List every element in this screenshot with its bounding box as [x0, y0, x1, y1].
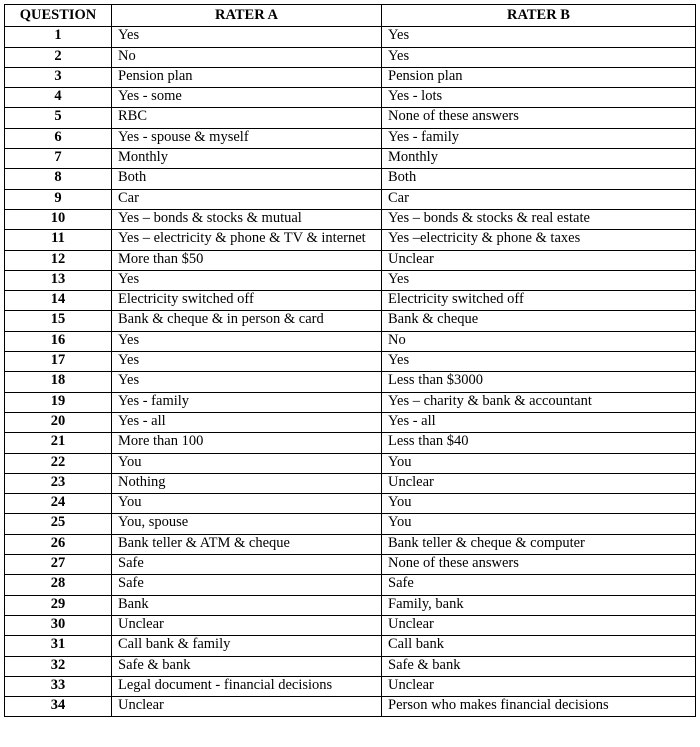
table-row — [5, 331, 696, 351]
rater-b-answer: Family, bank — [382, 595, 696, 615]
table-row — [5, 615, 696, 635]
question-number: 9 — [5, 189, 112, 209]
table-row — [5, 169, 696, 189]
table-row — [5, 291, 696, 311]
table-header — [5, 5, 696, 27]
question-number: 2 — [5, 47, 112, 67]
rater-a-answer: Safe & bank — [112, 656, 382, 676]
table-row — [5, 412, 696, 432]
rater-b-answer: Car — [382, 189, 696, 209]
table-row — [5, 209, 696, 229]
rater-a-answer: Call bank & family — [112, 636, 382, 656]
header-rater-a: RATER A — [112, 5, 382, 27]
table-row — [5, 250, 696, 270]
rater-b-answer: Unclear — [382, 250, 696, 270]
rater-a-answer: Yes – electricity & phone & TV & internet — [112, 230, 382, 250]
rater-a-answer: Bank & cheque & in person & card — [112, 311, 382, 331]
rater-b-answer: Yes –electricity & phone & taxes — [382, 230, 696, 250]
rater-a-answer: Safe — [112, 575, 382, 595]
table-row — [5, 128, 696, 148]
table-row — [5, 676, 696, 696]
table-row — [5, 47, 696, 67]
rater-b-answer: Yes - lots — [382, 88, 696, 108]
table-row — [5, 149, 696, 169]
question-number: 5 — [5, 108, 112, 128]
question-number: 17 — [5, 352, 112, 372]
rater-b-answer: Yes - family — [382, 128, 696, 148]
question-number: 25 — [5, 514, 112, 534]
rater-b-answer: Both — [382, 169, 696, 189]
rater-a-answer: Yes — [112, 372, 382, 392]
table-row — [5, 230, 696, 250]
rater-a-answer: Yes – bonds & stocks & mutual — [112, 209, 382, 229]
question-number: 19 — [5, 392, 112, 412]
question-number: 28 — [5, 575, 112, 595]
rater-b-answer: Unclear — [382, 473, 696, 493]
question-number: 7 — [5, 149, 112, 169]
rater-b-answer: Electricity switched off — [382, 291, 696, 311]
rater-b-answer: Yes — [382, 27, 696, 47]
rater-a-answer: Electricity switched off — [112, 291, 382, 311]
rater-a-answer: Yes — [112, 27, 382, 47]
rater-b-answer: Less than $3000 — [382, 372, 696, 392]
rater-a-answer: Yes — [112, 331, 382, 351]
rater-b-answer: Yes – bonds & stocks & real estate — [382, 209, 696, 229]
question-number: 31 — [5, 636, 112, 656]
table-row — [5, 555, 696, 575]
rater-a-answer: You, spouse — [112, 514, 382, 534]
rater-b-answer: None of these answers — [382, 555, 696, 575]
question-number: 12 — [5, 250, 112, 270]
rater-a-answer: Bank — [112, 595, 382, 615]
rater-b-answer: You — [382, 514, 696, 534]
rater-a-answer: Unclear — [112, 697, 382, 717]
rater-b-answer: Monthly — [382, 149, 696, 169]
rater-a-answer: Legal document - financial decisions — [112, 676, 382, 696]
question-number: 11 — [5, 230, 112, 250]
rater-a-answer: More than $50 — [112, 250, 382, 270]
rater-a-answer: You — [112, 453, 382, 473]
table-row — [5, 189, 696, 209]
question-number: 10 — [5, 209, 112, 229]
table-row — [5, 514, 696, 534]
rater-a-answer: Yes — [112, 352, 382, 372]
table-row — [5, 270, 696, 290]
header-rater-b: RATER B — [382, 5, 696, 27]
table-row — [5, 595, 696, 615]
rater-b-answer: Call bank — [382, 636, 696, 656]
rater-a-answer: Safe — [112, 555, 382, 575]
rater-a-answer: Yes - all — [112, 412, 382, 432]
table-row — [5, 433, 696, 453]
question-number: 14 — [5, 291, 112, 311]
question-number: 8 — [5, 169, 112, 189]
question-number: 27 — [5, 555, 112, 575]
rater-b-answer: Safe & bank — [382, 656, 696, 676]
rater-b-answer: Yes - all — [382, 412, 696, 432]
question-number: 32 — [5, 656, 112, 676]
rater-a-answer: You — [112, 494, 382, 514]
question-number: 34 — [5, 697, 112, 717]
question-number: 26 — [5, 534, 112, 554]
rater-b-answer: Bank & cheque — [382, 311, 696, 331]
rater-a-answer: Unclear — [112, 615, 382, 635]
table-row — [5, 453, 696, 473]
header-question: QUESTION — [5, 5, 112, 27]
rater-b-answer: Safe — [382, 575, 696, 595]
rater-b-answer: You — [382, 453, 696, 473]
rater-a-answer: Both — [112, 169, 382, 189]
rater-b-answer: Yes – charity & bank & accountant — [382, 392, 696, 412]
rater-b-answer: Yes — [382, 352, 696, 372]
rater-b-answer: Unclear — [382, 676, 696, 696]
question-number: 30 — [5, 615, 112, 635]
rater-a-answer: Car — [112, 189, 382, 209]
table-row — [5, 575, 696, 595]
rater-a-answer: No — [112, 47, 382, 67]
question-number: 6 — [5, 128, 112, 148]
table-row — [5, 108, 696, 128]
question-number: 21 — [5, 433, 112, 453]
table-row — [5, 392, 696, 412]
rater-a-answer: Pension plan — [112, 67, 382, 87]
rater-a-answer: Bank teller & ATM & cheque — [112, 534, 382, 554]
table-row — [5, 27, 696, 47]
table-row — [5, 311, 696, 331]
rater-b-answer: Less than $40 — [382, 433, 696, 453]
question-number: 13 — [5, 270, 112, 290]
question-number: 24 — [5, 494, 112, 514]
question-number: 22 — [5, 453, 112, 473]
rater-comparison-table — [4, 4, 696, 717]
question-number: 33 — [5, 676, 112, 696]
header-row — [5, 5, 696, 27]
rater-a-answer: Yes - spouse & myself — [112, 128, 382, 148]
table-row — [5, 697, 696, 717]
table-body — [5, 27, 696, 717]
table-row — [5, 352, 696, 372]
rater-a-answer: Yes - some — [112, 88, 382, 108]
rater-b-answer: No — [382, 331, 696, 351]
rater-a-answer: More than 100 — [112, 433, 382, 453]
rater-b-answer: Person who makes financial decisions — [382, 697, 696, 717]
rater-a-answer: RBC — [112, 108, 382, 128]
rater-b-answer: Bank teller & cheque & computer — [382, 534, 696, 554]
question-number: 23 — [5, 473, 112, 493]
table-row — [5, 473, 696, 493]
rater-a-answer: Yes - family — [112, 392, 382, 412]
table-row — [5, 88, 696, 108]
question-number: 16 — [5, 331, 112, 351]
table-row — [5, 534, 696, 554]
table-row — [5, 67, 696, 87]
table-row — [5, 656, 696, 676]
rater-b-answer: None of these answers — [382, 108, 696, 128]
question-number: 4 — [5, 88, 112, 108]
question-number: 15 — [5, 311, 112, 331]
rater-b-answer: Yes — [382, 270, 696, 290]
rater-b-answer: Unclear — [382, 615, 696, 635]
rater-b-answer: You — [382, 494, 696, 514]
rater-a-answer: Nothing — [112, 473, 382, 493]
question-number: 18 — [5, 372, 112, 392]
table-row — [5, 372, 696, 392]
question-number: 20 — [5, 412, 112, 432]
question-number: 29 — [5, 595, 112, 615]
rater-b-answer: Yes — [382, 47, 696, 67]
question-number: 1 — [5, 27, 112, 47]
rater-a-answer: Monthly — [112, 149, 382, 169]
question-number: 3 — [5, 67, 112, 87]
rater-a-answer: Yes — [112, 270, 382, 290]
rater-b-answer: Pension plan — [382, 67, 696, 87]
table-row — [5, 494, 696, 514]
table-row — [5, 636, 696, 656]
